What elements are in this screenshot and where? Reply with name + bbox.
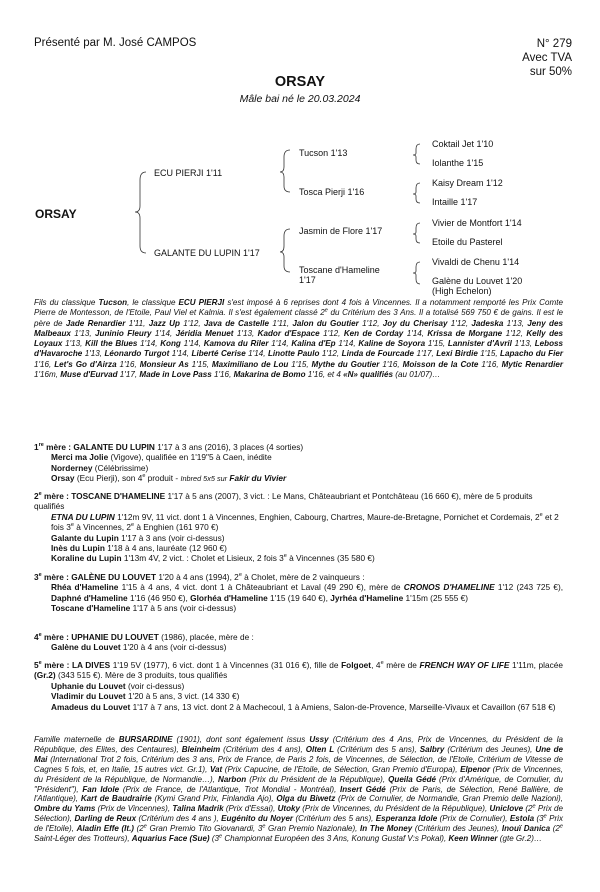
m2-prod2-name: Galante du Lupin bbox=[51, 532, 119, 543]
sire-paragraph-segment: Java de Castelle bbox=[203, 318, 270, 328]
m5-prod1-name: Uphanie du Louvet bbox=[51, 680, 126, 691]
family-paragraph-segment: e bbox=[219, 833, 223, 840]
sire-paragraph-segment: 1'12, bbox=[358, 318, 383, 328]
m3-jyrhea-desc: 1'15m (25 555 €) bbox=[403, 592, 469, 603]
family-paragraph-segment: Inouï Danica bbox=[501, 824, 551, 834]
family-paragraph-segment: Famille maternelle de bbox=[34, 735, 119, 744]
family-paragraph-segment: (Prix de Cornulier), bbox=[437, 814, 510, 824]
family-paragraph bbox=[34, 735, 563, 844]
m4-details: (1986), placée, mère de : bbox=[158, 632, 254, 642]
sire-paragraph-segment: Lexi Birdie bbox=[436, 349, 478, 359]
family-paragraph-segment: (Prix du Président de la République), bbox=[246, 774, 389, 784]
sire-paragraph-segment: , le classique bbox=[127, 298, 179, 307]
m1-inbred-sire: Fakir du Vivier bbox=[227, 473, 287, 484]
m2-sup-a: e bbox=[539, 512, 543, 519]
family-paragraph-segment: Fan Idole bbox=[82, 784, 120, 794]
sire-paragraph-segment: Kill the Blues bbox=[85, 339, 138, 349]
m3-glorhea-desc: 1'15 (19 640 €), bbox=[267, 592, 331, 603]
family-paragraph-segment: (2 bbox=[523, 804, 533, 814]
m2-prod4-name: Koraline du Lupin bbox=[51, 553, 122, 564]
family-paragraph-segment: Uniclove bbox=[489, 804, 524, 814]
vat-label: Avec TVA bbox=[522, 52, 572, 64]
m5-french-way: FRENCH WAY OF LIFE bbox=[419, 660, 510, 670]
family-paragraph-segment: Keen Winner bbox=[448, 834, 498, 844]
family-paragraph-segment: Utoky bbox=[277, 804, 300, 814]
sire-paragraph-segment: Kador d'Espace bbox=[257, 328, 320, 338]
m1-prod3-desc2: produit - bbox=[145, 473, 181, 484]
sire-paragraph-segment: 1'12, bbox=[319, 349, 342, 359]
pedigree-g1: Coktail Jet 1'10 bbox=[432, 139, 494, 149]
m5-group: (Gr.2) bbox=[34, 670, 56, 681]
family-paragraph-segment: Salbry bbox=[419, 744, 445, 754]
sire-paragraph-segment: Linda de Fourcade bbox=[341, 349, 415, 359]
m3-details: 1'20 à 4 ans (1994), 2 bbox=[156, 572, 239, 582]
family-paragraph-segment: (Prix Capucine, de l'Etoile, de Sélection, Gran Premio d'Europa), bbox=[222, 764, 461, 774]
family-paragraph-segment: Elpenor bbox=[460, 764, 491, 774]
pedigree-g8-sire: (High Echelon) bbox=[432, 286, 492, 296]
family-paragraph-segment: Talina Madrik bbox=[172, 804, 224, 814]
sire-paragraph bbox=[34, 298, 563, 380]
sire-paragraph-segment: Jazz Up bbox=[148, 318, 180, 328]
pedigree-g4: Intaille 1'17 bbox=[432, 197, 478, 207]
family-paragraph-segment: Ussy bbox=[309, 735, 329, 744]
sire-paragraph-segment: 1'14, bbox=[403, 328, 428, 338]
lot-number: N° 279 bbox=[536, 38, 572, 50]
m2-prod4-desc: 1'13m 4V, 2 vict. : Cholet et Lisieux, 2 fois 3 bbox=[121, 553, 284, 564]
family-paragraph-segment: (Prix de Vincennes), bbox=[95, 804, 173, 814]
pedigree-sire-dam: Tosca Pierji 1'16 bbox=[299, 187, 365, 197]
family-paragraph-segment: e bbox=[262, 823, 266, 830]
pedigree-g2: Iolanthe 1'15 bbox=[432, 158, 484, 168]
m2-prod3-desc: 1'18 à 4 ans, lauréate (12 960 €) bbox=[104, 543, 227, 554]
family-paragraph-segment: (1901), dont sont également issus bbox=[172, 735, 310, 744]
sire-paragraph-segment: Mytic Renardier bbox=[501, 359, 564, 369]
sire-paragraph-segment: Linotte Paulo bbox=[267, 349, 320, 359]
sire-paragraph-segment: 1'12, bbox=[319, 328, 344, 338]
m5-title: mère : LA DIVES bbox=[41, 660, 111, 670]
m3-daphne-desc: 1'16 (46 950 €), bbox=[127, 592, 191, 603]
sire-paragraph-segment: Ken de Corday bbox=[343, 328, 404, 338]
sire-paragraph-segment: 1'17, bbox=[414, 349, 437, 359]
sire-paragraph-segment: 1'16, bbox=[478, 359, 502, 369]
sire-paragraph-segment: 1'14, bbox=[169, 349, 192, 359]
m5-details: 1'19 5V (1977), 6 vict. dont 1 à Vincennes (31 016 €), fille de bbox=[110, 660, 342, 670]
m1-prod3-desc: (Ecu Pierji), son 4 bbox=[74, 473, 143, 484]
m4-prod1-name: Galène du Louvet bbox=[51, 642, 121, 653]
family-paragraph-segment: Saint-Léger des Trotteurs), bbox=[34, 834, 132, 844]
m1-title: mère : GALANTE DU LUPIN bbox=[43, 442, 155, 452]
family-paragraph-segment: e bbox=[543, 813, 547, 820]
m3-daphne: Daphné d'Hameline bbox=[51, 592, 128, 603]
pedigree-dam-dam-name: Toscane d'Hameline bbox=[299, 265, 380, 275]
sire-paragraph-segment: 1'15, bbox=[288, 359, 312, 369]
sire-paragraph-segment: Made in Love Pass bbox=[139, 370, 212, 380]
m2-sup-c: e bbox=[130, 522, 135, 529]
sire-paragraph-segment: Kong bbox=[160, 339, 181, 349]
m5-prod1-desc: (voir ci-dessus) bbox=[125, 680, 185, 691]
sire-paragraph-segment: e bbox=[324, 307, 328, 314]
sire-paragraph-segment: 1'14, bbox=[335, 339, 359, 349]
family-paragraph-segment: e bbox=[532, 803, 536, 810]
m1-prod3-sup: e bbox=[142, 473, 146, 480]
family-paragraph-segment: (gte Gr.2)… bbox=[497, 834, 542, 844]
m1-prod2-name: Norderney bbox=[51, 462, 93, 473]
family-paragraph-segment: Gran Premio Tito Giovanardi, 3 bbox=[146, 824, 263, 834]
m3-sup: e bbox=[238, 572, 242, 579]
sire-paragraph-segment: (au 01/07)… bbox=[393, 370, 441, 380]
sire-paragraph-segment: 1'17, bbox=[117, 370, 140, 380]
horse-name-title: ORSAY bbox=[274, 74, 326, 90]
family-paragraph-segment: BURSARDINE bbox=[118, 735, 173, 744]
sire-paragraph-segment: Jeny des Malbeaux bbox=[34, 318, 563, 338]
family-paragraph-segment: Eugénito du Noyer bbox=[221, 814, 294, 824]
m1-prod2-desc: (Célébrissime) bbox=[92, 462, 149, 473]
m3-glorhea: Glorhéa d'Hameline bbox=[190, 592, 268, 603]
m3-title: mère : GALÈNE DU LOUVET bbox=[41, 572, 157, 582]
sire-paragraph-segment: 1'13, bbox=[82, 349, 105, 359]
family-paragraph-segment: Vat bbox=[209, 764, 223, 774]
third-dam-section: 3e mère : GALÈNE DU LOUVET 1'20 à 4 ans (1994), 2e à Cholet, mère de 2 vainqueurs : Rhéa d'Hameline 1'15 à 4 ans, 4 vict. dont 1 à Châteaubriant et Laval (49 290 €), mère de CRONOS D'HAMELINE 1'12 (243 725 €), Daphné d'Hameline 1'16 (46 950 €), Glorhéa d'Hameline 1'15 (19 640 €), Jyrhéa d'Hameline 1'15m (25 555 €) Toscane d'Hameline 1'17 à 5 ans (voir ci-dessus) bbox=[34, 572, 564, 614]
family-paragraph-segment: (Prix d'Amérique, de Cornulier, du "Président"), bbox=[34, 774, 563, 794]
family-paragraph-segment: Aquarius Face (Sue) bbox=[131, 834, 210, 844]
pedigree-dam-dam bbox=[299, 265, 380, 285]
family-paragraph-segment: (Critérium des 5 ans), bbox=[293, 814, 376, 824]
sire-paragraph-segment: 1'13, bbox=[62, 339, 86, 349]
sire-paragraph-segment: Kalina d'Ep bbox=[291, 339, 336, 349]
sire-paragraph-segment: 1'14, bbox=[151, 328, 176, 338]
m5-sup: e bbox=[380, 660, 384, 667]
sire-paragraph-segment: 1'14, bbox=[180, 339, 204, 349]
m2-title: mère : TOSCANE D'HAMELINE bbox=[41, 491, 166, 501]
m3-prod2-name: Toscane d'Hameline bbox=[51, 603, 131, 614]
m2-prod1-desc2: et 2 fois 3 bbox=[51, 511, 559, 533]
sire-paragraph-segment: Monsieur As bbox=[139, 359, 189, 369]
pedigree-g3: Kaisy Dream 1'12 bbox=[432, 178, 503, 188]
sire-paragraph-segment: Leboss d'Havaroche bbox=[34, 339, 564, 359]
pedigree-g8-name: Galène du Louvet 1'20 bbox=[432, 276, 523, 286]
family-paragraph-segment: Olten L bbox=[305, 744, 335, 754]
sire-paragraph-segment: Lannister d'Avril bbox=[447, 339, 512, 349]
sire-paragraph-segment: 1'16, bbox=[34, 359, 55, 369]
family-paragraph-segment: (Prix de Paris, de Sélection, René Ballière, de l'Atlantique), bbox=[34, 784, 563, 804]
family-paragraph-segment: Estola bbox=[509, 814, 535, 824]
sire-paragraph-segment: Juninio Fleury bbox=[95, 328, 152, 338]
family-paragraph-segment: (Prix d'Essai), bbox=[223, 804, 278, 814]
sire-paragraph-segment: Krissa de Morgane bbox=[427, 328, 503, 338]
presenter: Présenté par M. José CAMPOS bbox=[34, 37, 197, 49]
m3-prod2-desc: 1'17 à 5 ans (voir ci-dessus) bbox=[130, 603, 237, 614]
m1-rank: 1 bbox=[34, 442, 39, 452]
pedigree-subject: ORSAY bbox=[35, 207, 77, 221]
family-paragraph-segment: e bbox=[143, 823, 147, 830]
m3-details-end: à Cholet, mère de 2 vainqueurs : bbox=[241, 572, 365, 582]
sire-paragraph-segment: 1'14, bbox=[245, 349, 268, 359]
m4-prod1-desc: 1'20 à 4 ans (voir ci-dessus) bbox=[120, 642, 227, 653]
m1-prod1-name: Merci ma Jolie bbox=[51, 452, 109, 463]
pedigree-g8 bbox=[432, 276, 522, 296]
sire-paragraph-segment: Jade Renardier bbox=[65, 318, 126, 328]
sire-paragraph-segment: 1'16, bbox=[116, 359, 140, 369]
sire-paragraph-segment: 1'15, bbox=[477, 349, 501, 359]
m1-inbred: Inbred 5x5 sur bbox=[180, 474, 228, 484]
family-paragraph-segment: Ombre du Yams bbox=[34, 804, 96, 814]
family-paragraph-segment: (2 bbox=[134, 824, 144, 834]
m5-prod2-desc: 1'20 à 5 ans, 3 vict. (14 330 €) bbox=[125, 691, 240, 702]
m5-prod2-name: Vladimir du Louvet bbox=[51, 691, 126, 702]
family-paragraph-segment: Aladin Effe (It.) bbox=[76, 824, 134, 834]
m2-prod1-desc: 1'12m 9V, 11 vict. dont 1 à Vincennes, Enghien, Cabourg, Chartres, Maure-de-Bretagne, Pornichet et Cordemais, 2 bbox=[114, 511, 540, 522]
m5-d5: mère de bbox=[383, 660, 420, 670]
family-paragraph-segment: Une de Mai bbox=[34, 744, 563, 764]
sire-paragraph-segment: 1'16, bbox=[211, 370, 234, 380]
sire-paragraph-segment: 1'13, bbox=[503, 318, 528, 328]
m5-d7: 1'11m, placée bbox=[509, 660, 563, 670]
pedigree-g6: Etoile du Pasterel bbox=[432, 237, 503, 247]
sire-paragraph-segment: Joy du Cherisay bbox=[382, 318, 448, 328]
horse-description: Mâle bai né le 20.03.2024 bbox=[239, 93, 361, 105]
family-paragraph-segment: (Critérium des 4 Ans, Prix de Vincennes, du Président de la République, des Elites, des Centaures), bbox=[34, 735, 563, 754]
m1-prod1-desc: (Vigove), qualifiée en 1'19"5 à Caen, inédite bbox=[108, 452, 272, 463]
m2-prod4-desc2: à Vincennes (35 580 €) bbox=[286, 553, 375, 564]
m3-rank: 3 bbox=[34, 572, 39, 582]
family-paragraph-segment: Kart de Baudrairie bbox=[80, 794, 152, 804]
sire-paragraph-segment: 1'12, bbox=[179, 318, 204, 328]
family-paragraph-segment: (3 bbox=[534, 814, 544, 824]
family-paragraph-segment: (International Trot 2 fois, Critérium des 3 ans, Prix de France, de Paris 2 fois, de Vincennes, de Sélection, de l'Etoile, Critérium de Vitesse de Cagnes 5 fois, et, en Italie, 15 autres vict. Gr.1), bbox=[34, 754, 563, 774]
family-paragraph-segment: e bbox=[559, 823, 563, 830]
sire-paragraph-segment: 1'16, et 4 bbox=[305, 370, 344, 380]
m3-prod1-desc: 1'15 à 4 ans, 4 vict. dont 1 à Châteaubriant et Laval (49 290 €), mère de bbox=[118, 582, 404, 593]
pedigree-sire-sire: Tucson 1'13 bbox=[299, 148, 348, 158]
m5-d3: , 4 bbox=[371, 660, 381, 670]
sire-paragraph-segment: 1'11, bbox=[269, 318, 293, 328]
family-paragraph-segment: (Prix de Vincennes, du Président de la République, de Normandie…), bbox=[34, 764, 563, 784]
m1-details: 1'17 à 3 ans (2016), 3 places (4 sorties) bbox=[154, 442, 304, 452]
sire-paragraph-segment: Muse d'Eurvad bbox=[60, 370, 118, 380]
sire-paragraph-segment: Mythe du Goutier bbox=[311, 359, 380, 369]
first-dam-section: 1re mère : GALANTE DU LUPIN 1'17 à 3 ans (2016), 3 places (4 sorties) Merci ma Jolie (Vigove), qualifiée en 1'19"5 à Caen, inédite Norderney (Célébrissime) Orsay (Ecu Pierji), son 4e produit - Inbred 5x5 sur Fakir du Vivier bbox=[34, 442, 304, 484]
sire-paragraph-segment: 1'15, bbox=[425, 339, 448, 349]
pedigree-g7: Vivaldi de Chenu 1'14 bbox=[432, 257, 520, 267]
family-paragraph-segment: (Prix de Cornulier, de Normandie, Gran Premio delle Nazioni), bbox=[335, 794, 563, 804]
sire-paragraph-segment: Liberté Cerise bbox=[191, 349, 246, 359]
sire-paragraph-segment: Let's Go d'Airza bbox=[54, 359, 117, 369]
m4-rank: 4 bbox=[34, 632, 39, 642]
family-paragraph-segment: (Critérium des 5 ans), bbox=[334, 744, 420, 754]
family-paragraph-segment: (Critérium des Jeunes), bbox=[444, 744, 536, 754]
family-paragraph-segment: (3 bbox=[209, 834, 220, 844]
family-paragraph-segment: (Prix de France, de l'Atlantique, Trot Mondial - Montréal), bbox=[119, 784, 341, 794]
sire-paragraph-segment: Makarina de Bomo bbox=[233, 370, 306, 380]
sire-paragraph-segment: 1'13, bbox=[70, 328, 96, 338]
family-paragraph-segment: Insert Gédé bbox=[340, 784, 386, 794]
family-paragraph-segment: (Critérium des 4 ans), bbox=[220, 744, 306, 754]
m5-sire: Folgoet bbox=[341, 660, 372, 670]
m2-prod1-desc3: à Vincennes, 2 bbox=[73, 522, 131, 533]
m2-prod2-desc: 1'17 à 3 ans (voir ci-dessus) bbox=[118, 532, 225, 543]
m2-sup-d: e bbox=[283, 553, 287, 560]
m5-prod3-desc: 1'17 à 7 ans, 13 vict. dont 2 à Machecoul, 1 à Amiens, Salon-de-Provence, Marseille-Vivaux et Cavaillon (67 518 €) bbox=[130, 701, 556, 712]
m2-prod3-name: Inès du Lupin bbox=[51, 543, 105, 554]
m1-prod3-name: Orsay bbox=[51, 473, 75, 484]
sire-paragraph-segment: 1'12, bbox=[447, 318, 472, 328]
family-paragraph-segment: Esperanza Idole bbox=[375, 814, 438, 824]
m5-rank: 5 bbox=[34, 660, 39, 670]
family-paragraph-segment: Queila Gédé bbox=[388, 774, 436, 784]
m3-jyrhea: Jyrhéa d'Hameline bbox=[330, 592, 404, 603]
sire-paragraph-segment: ECU PIERJI bbox=[178, 298, 225, 307]
fourth-dam-section: 4e mère : UPHANIE DU LOUVET (1986), placée, mère de : Galène du Louvet 1'20 à 4 ans (voir ci-dessus) bbox=[34, 632, 254, 653]
m3-cronos: CRONOS D'HAMELINE bbox=[403, 582, 495, 593]
m2-rank: 2 bbox=[34, 491, 39, 501]
sire-paragraph-segment: Moisson de la Cote bbox=[402, 359, 479, 369]
sire-paragraph-segment: Jalon du Goutier bbox=[292, 318, 359, 328]
sire-paragraph-segment: s'est imposé à 6 reprises dont 4 fois à Vincennes. Il a notamment remporté les Prix Comte Pierre de Montesson, de l'Etoile, Paul Viel et Kalmia. Il s'est également classé 2 bbox=[34, 298, 563, 318]
family-paragraph-segment: Prix de l'Etoile), bbox=[34, 814, 563, 834]
family-paragraph-segment: Prix de Sélection), bbox=[34, 804, 563, 824]
sire-paragraph-segment: 1'14, bbox=[137, 339, 161, 349]
fifth-dam-section: 5e mère : LA DIVES 1'19 5V (1977), 6 vict. dont 1 à Vincennes (31 016 €), fille de Folgoet, 4e mère de FRENCH WAY OF LIFE 1'11m, placée (Gr.2) (343 515 €). Mère de 3 produits, tous qualifiés Uphanie du Louvet (voir ci-dessus) Vladimir du Louvet 1'20 à 5 ans, 3 vict. (14 330 €) Amadeus du Louvet 1'17 à 7 ans, 13 vict. dont 2 à Machecoul, 1 à Amiens, Salon-de-Provence, Marseille-Vivaux et Cavaillon (67 518 €) bbox=[34, 660, 563, 712]
sire-paragraph-segment: 1'11, bbox=[125, 318, 149, 328]
m3-prod1-name: Rhéa d'Hameline bbox=[51, 582, 119, 593]
family-paragraph-segment: (Critérium des Jeunes), bbox=[412, 824, 502, 834]
sire-paragraph-segment: Léonardo Turgot bbox=[104, 349, 170, 359]
sire-paragraph-segment: Maximiliano de Lou bbox=[211, 359, 289, 369]
sire-paragraph-segment: Jadeska bbox=[471, 318, 504, 328]
sire-paragraph-segment: 1'14, bbox=[268, 339, 292, 349]
sire-paragraph-segment: Tucson bbox=[98, 298, 128, 307]
vat-base: sur 50% bbox=[529, 66, 572, 78]
sire-paragraph-segment: 1'13, bbox=[233, 328, 258, 338]
sire-paragraph-segment: «N» qualifiés bbox=[343, 370, 394, 380]
sire-paragraph-segment: Kelly des Loyaux bbox=[34, 328, 564, 349]
family-paragraph-segment: (Critérium des 4 ans ), bbox=[136, 814, 222, 824]
m2-details: 1'17 à 5 ans (2007), 3 vict. : Le Mans, Châteaubriant et Pontchâteau (16 660 €), mère de 5 produits qualifiés bbox=[34, 491, 533, 512]
pedigree-g5: Vivier de Montfort 1'14 bbox=[432, 218, 522, 228]
m5-prod3-name: Amadeus du Louvet bbox=[51, 701, 131, 712]
sire-paragraph-segment: 1'16m, bbox=[34, 370, 61, 380]
family-paragraph-segment: Bleinheim bbox=[181, 744, 221, 754]
sire-paragraph-segment: du Critérium des 3 Ans. Il a totalisé 569 750 € de gains. Il est le père de bbox=[34, 308, 563, 328]
family-paragraph-segment: (Prix de Vincennes, du Président de la République), bbox=[299, 804, 490, 814]
family-paragraph-segment: Gran Premio Nazionale), bbox=[265, 824, 361, 834]
sire-paragraph-segment: Kaline de Soyora bbox=[358, 339, 426, 349]
m5-d9: (343 515 €). Mère de 3 produits, tous qualifiés bbox=[55, 670, 228, 681]
pedigree-dam-sire: Jasmin de Flore 1'17 bbox=[299, 226, 383, 236]
sire-paragraph-segment: 1'13, bbox=[511, 339, 535, 349]
m4-title: mère : UPHANIE DU LOUVET bbox=[41, 632, 159, 642]
second-dam-section: 2e mère : TOSCANE D'HAMELINE 1'17 à 5 ans (2007), 3 vict. : Le Mans, Châteaubriant et Pontchâteau (16 660 €), mère de 5 produits qualifiés ETNA DU LUPIN 1'12m 9V, 11 vict. dont 1 à Vincennes, Enghien, Cabourg, Chartres, Maure-de-Bretagne, Pornichet et Cordemais, 2e et 2 fois 3e à Vincennes, 2e à Enghien (161 970 €) Galante du Lupin 1'17 à 3 ans (voir ci-dessus) Inès du Lupin 1'18 à 4 ans, lauréate (12 960 €) Koraline du Lupin 1'13m 4V, 2 vict. : Cholet et Lisieux, 2 fois 3e à Vincennes (35 580 €) bbox=[34, 491, 559, 564]
pedigree-dam-dam-record: 1'17 bbox=[299, 275, 316, 285]
m2-prod1-name: ETNA DU LUPIN bbox=[51, 511, 115, 522]
family-paragraph-segment: Narbon bbox=[218, 774, 247, 784]
sire-paragraph-segment: 1'12, bbox=[502, 328, 527, 338]
family-paragraph-segment: (2 bbox=[550, 824, 560, 834]
sire-paragraph-segment: 1'16, bbox=[379, 359, 403, 369]
sire-paragraph-segment: Fils du classique bbox=[34, 298, 99, 307]
family-paragraph-segment: Darling de Reux bbox=[74, 814, 137, 824]
family-paragraph-segment: Olga du Biwetz bbox=[276, 794, 336, 804]
sire-paragraph-segment: Lapacho du Fier bbox=[500, 349, 563, 359]
family-paragraph-segment: (Kymi Grand Prix, Finlandia Ajo), bbox=[151, 794, 277, 804]
pedigree-sire: ECU PIERJI 1'11 bbox=[154, 168, 223, 178]
sire-paragraph-segment: 1'15, bbox=[188, 359, 212, 369]
family-paragraph-segment: In The Money bbox=[360, 824, 413, 834]
sire-paragraph-segment: Jéridia Menuet bbox=[175, 328, 234, 338]
m2-sup-b: e bbox=[70, 522, 74, 529]
family-paragraph-segment: Championnat Européen des 3 Ans, Konung Gustaf V:s Pokal), bbox=[222, 834, 449, 844]
pedigree-dam: GALANTE DU LUPIN 1'17 bbox=[154, 248, 260, 258]
m3-cronos-desc: 1'12 (243 725 €), bbox=[494, 582, 564, 593]
m2-prod1-desc4: à Enghien (161 970 €) bbox=[134, 522, 219, 533]
sire-paragraph-segment: Kamova du Riler bbox=[203, 339, 269, 349]
